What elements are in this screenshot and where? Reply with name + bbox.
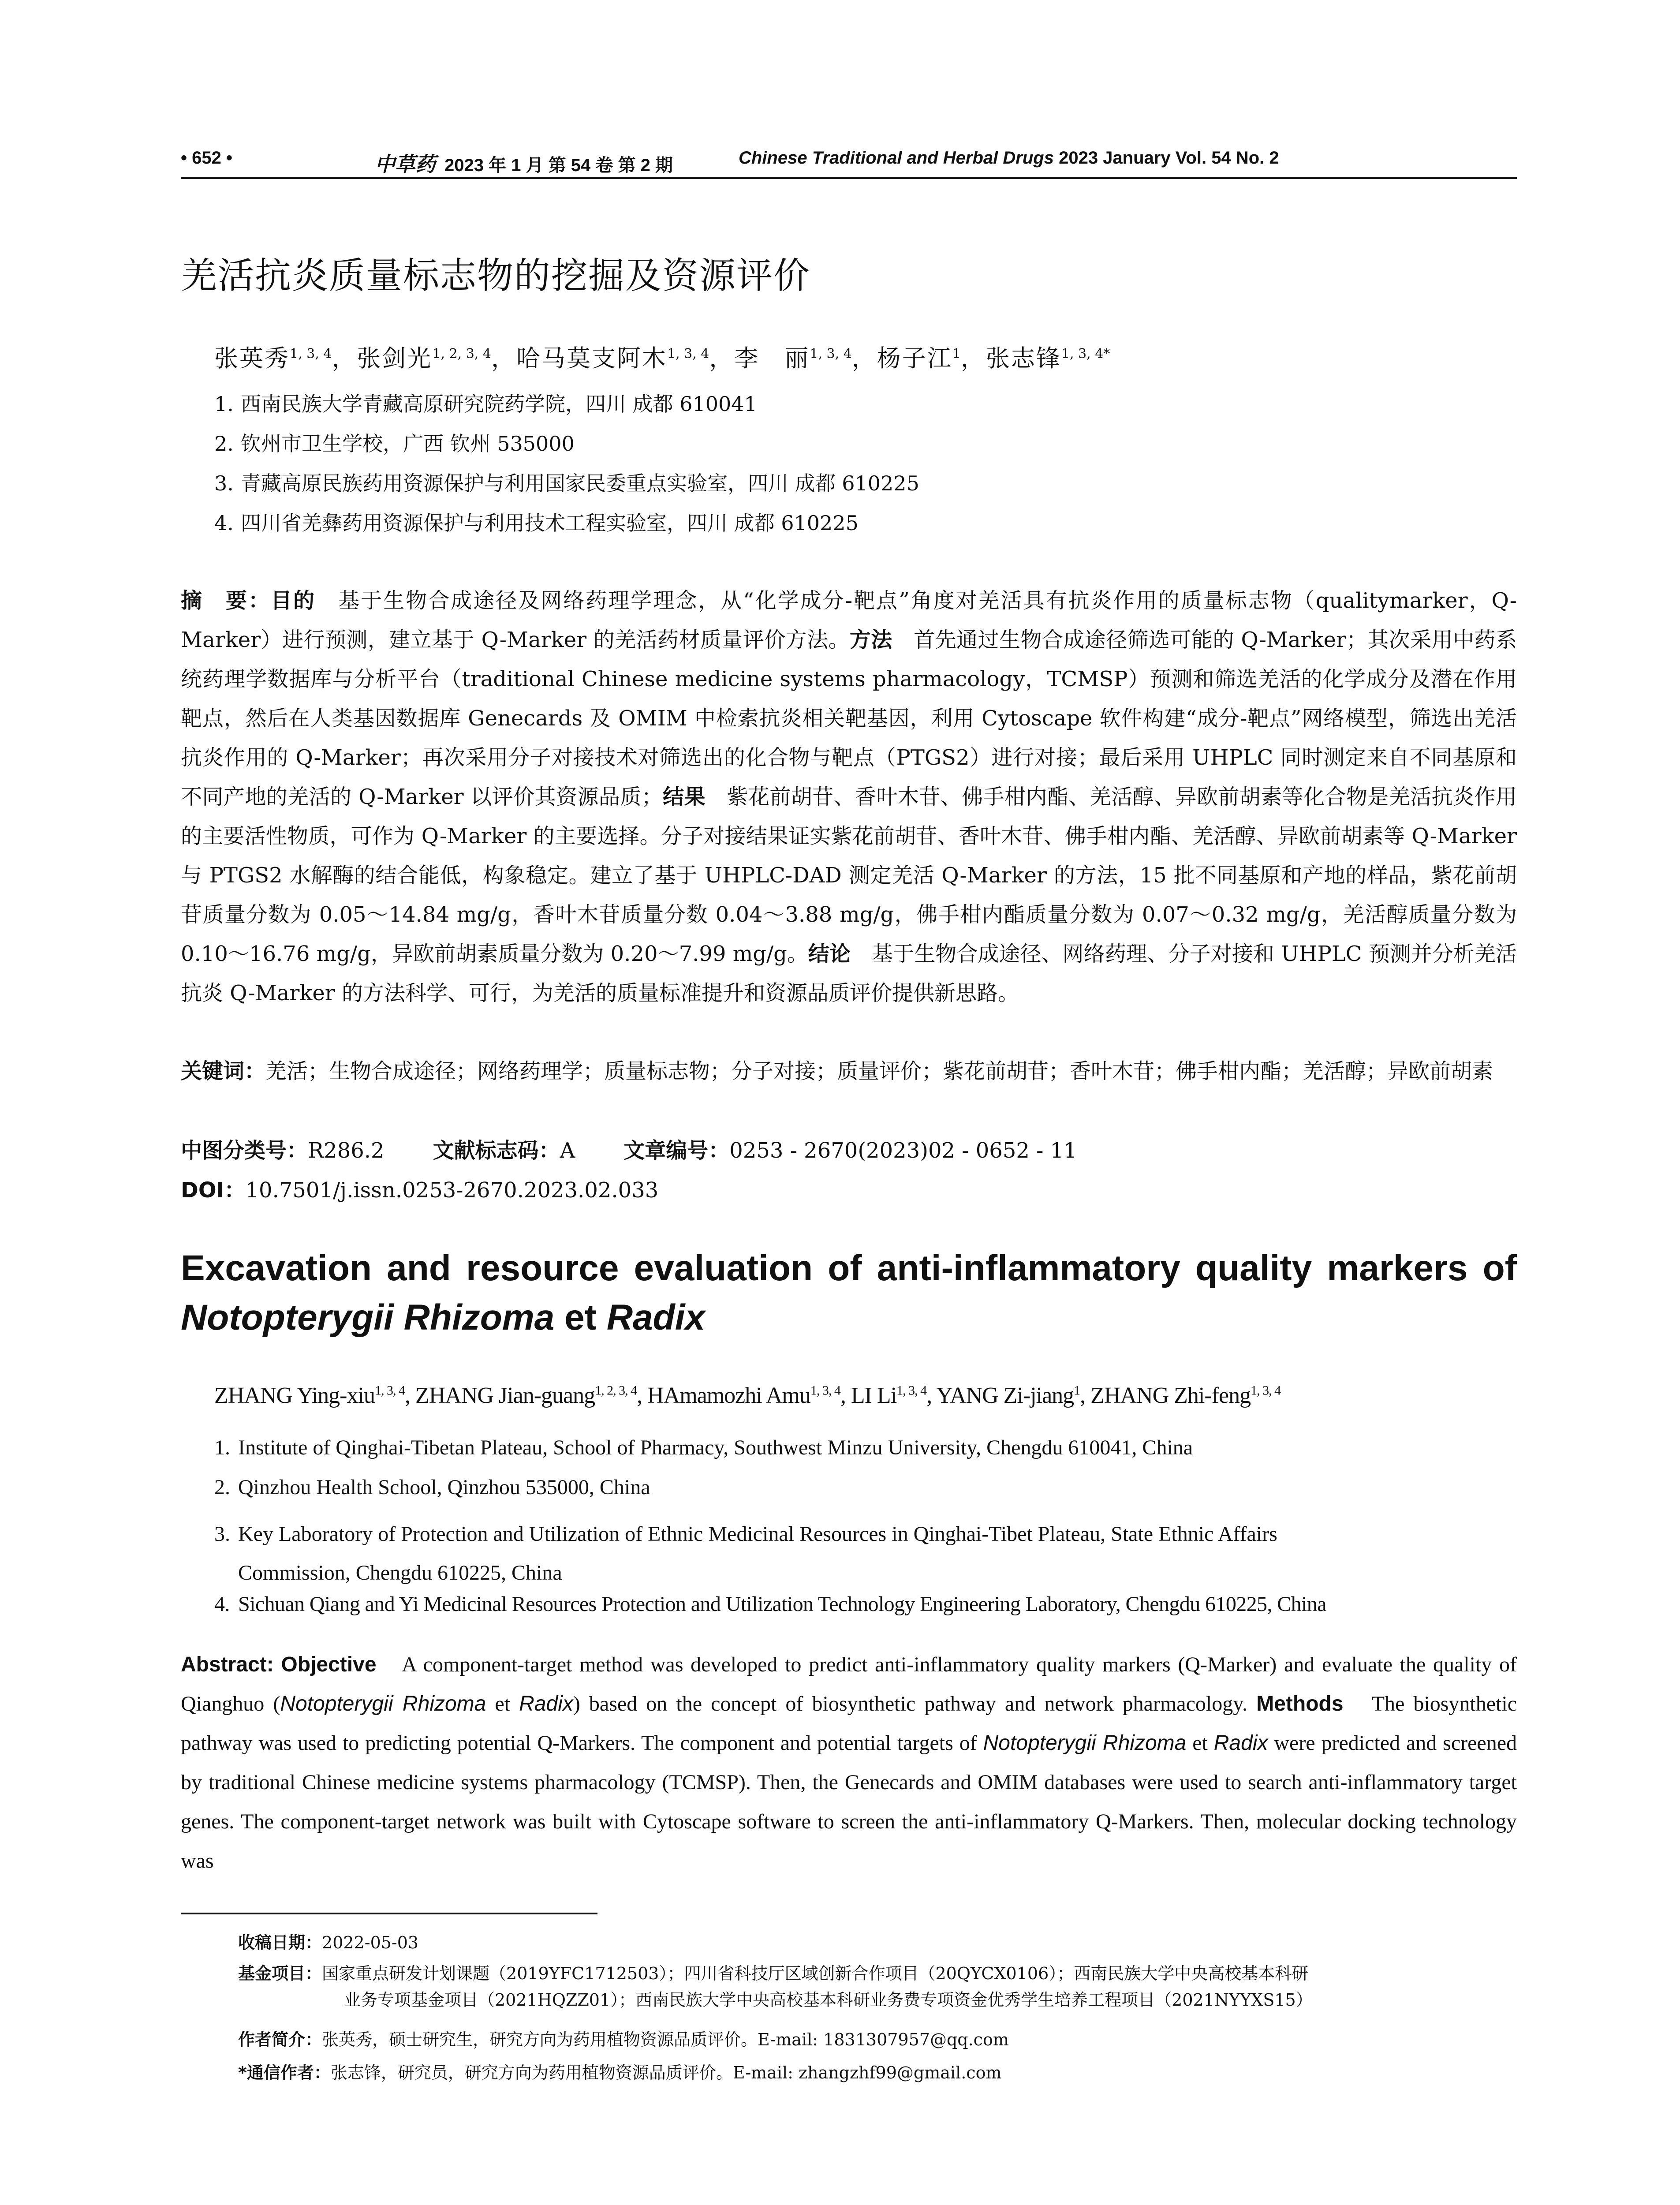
- results-label: 结果: [662, 785, 706, 809]
- authors-en: ZHANG Ying-xiu$^{1, 3, 4}$, ZHANG Jian-guang$^{1, 2, 3, 4}$, HAmamozhi Amu$^{1, 3, 4}$, LI Li$^{1, 3, 4}$, YANG Zi-jiang$^1$, ZHANG Zhi-feng$^{1, 3, 4}$: [214, 1383, 1281, 1408]
- doi-link[interactable]: 10.7501/j.issn.0253-2670.2023.02.033: [245, 1178, 659, 1203]
- keywords-cn: 关键词：羌活；生物合成途径；网络药理学；质量标志物；分子对接；质量评价；紫花前胡苷；香叶木苷；佛手柑内酯；羌活醇；异欧前胡素: [181, 1059, 1493, 1084]
- affiliation-cn: 4. 四川省羌彝药用资源保护与利用技术工程实验室，四川 成都 610225: [214, 511, 859, 535]
- author-en: ZHANG Zhi-feng: [1090, 1383, 1251, 1408]
- affiliation-en: 3. Key Laboratory of Protection and Utilization of Ethnic Medicinal Resources in Qinghai-Tibet Plateau, State Ethnic Affairs Commission, Chengdu 610225, China: [214, 1522, 1277, 1585]
- author-en: LI Li: [851, 1383, 897, 1408]
- conclusion-label: 结论: [808, 942, 851, 966]
- author-en: ZHANG Ying-xiu: [214, 1383, 375, 1408]
- en-journal-name: Chinese Traditional and Herbal Drugs: [739, 148, 1054, 168]
- author-cn: 哈马莫支阿木: [516, 344, 667, 372]
- abstract-en-label: Abstract:: [181, 1653, 274, 1676]
- journal-cn-header: [375, 148, 673, 177]
- author-en: YANG Zi-jiang: [936, 1383, 1074, 1408]
- author-cn: 张剑光: [357, 344, 433, 372]
- author-en: ZHANG Jian-guang: [415, 1383, 595, 1408]
- author-cn: 李 丽: [734, 344, 810, 372]
- affiliation-en: 4. Sichuan Qiang and Yi Medicinal Resources Protection and Utilization Technology Engineering Laboratory, Chengdu 610225, China: [214, 1592, 1326, 1616]
- title-cn: 羌活抗炎质量标志物的挖掘及资源评价: [181, 255, 811, 297]
- journal-en-header: [739, 148, 1279, 168]
- keywords-label: 关键词：: [181, 1059, 266, 1084]
- en-issue: 2023 January Vol. 54 No. 2: [1053, 148, 1279, 168]
- footnote-rule: [181, 1913, 597, 1914]
- footnote-received: 收稿日期：2022-05-03: [238, 1933, 419, 1952]
- objective-label: 目的: [271, 588, 316, 613]
- author-cn: 杨子江: [877, 344, 952, 372]
- classification-line: 中图分类号：R286.2 文献标志码：A 文章编号：0253 - 2670(2023)02 - 0652 - 11: [181, 1138, 1077, 1163]
- affiliation-en: 1. Institute of Qinghai-Tibetan Plateau, School of Pharmacy, Southwest Minzu University, Chengdu 610041, China: [214, 1436, 1193, 1459]
- abstract-en: Abstract: Objective A component-target method was developed to predict anti-inflammatory quality markers (Q-Marker) and evaluate the quality of Qianghuo (Notopterygii Rhizoma et Radix) based on the concept of biosynthetic pathway and network pharmacology. Methods The biosynthetic pathway was used to predicting potential Q-Markers. The component and potential targets of Notopterygii Rhizoma et Radix were predicted and screened by traditional Chinese medicine systems pharmacology (TCMSP). Then, the Genecards and OMIM databases were used to search anti-inflammatory target genes. The component-target network was built with Cytoscape software to screen the anti-inflammatory Q-Markers. Then, molecular docking technology was: [181, 1653, 1517, 1872]
- affiliation-cn: 2. 钦州市卫生学校，广西 钦州 535000: [214, 432, 575, 456]
- methods-label: 方法: [849, 628, 892, 652]
- affiliation-cn: 3. 青藏高原民族药用资源保护与利用国家民委重点实验室，四川 成都 610225: [214, 471, 919, 495]
- affiliation-en: 2. Qinzhou Health School, Qinzhou 535000, China: [214, 1476, 650, 1499]
- author-cn: 张英秀: [214, 344, 290, 372]
- author-en: HAmamozhi Amu: [647, 1383, 810, 1408]
- footnote-corresponding: *通信作者：张志锋，研究员，研究方向为药用植物资源品质评价。E-mail: zhangzhf99@gmail.com: [238, 2063, 1002, 2082]
- title-en: Excavation and resource evaluation of anti-inflammatory quality markers of Notopterygii Rhizoma et Radix: [181, 1248, 1517, 1338]
- abstract-label: 摘 要：: [181, 588, 271, 613]
- doi-line: DOI：10.7501/j.issn.0253-2670.2023.02.033: [181, 1178, 659, 1203]
- footnote-funding: 基金项目：国家重点研发计划课题（2019YFC1712503）；四川省科技厅区域创新合作项目（20QYCX0106）；西南民族大学中央高校基本科研 业务专项基金项目（2021HQZZ01）；西南民族大学中央高校基本科研业务费专项资金优秀学生培养工程项目（2021NYYXS15）: [238, 1964, 1313, 2010]
- authors-cn: 张英秀$^{1, 3, 4}$，张剑光$^{1, 2, 3, 4}$，哈马莫支阿木$^{1, 3, 4}$，李 丽$^{1, 3, 4}$，杨子江$^1$，张志锋$^{1, 3, 4*}$: [214, 344, 1110, 372]
- header-rule: [181, 177, 1517, 179]
- journal-logo: 中草药: [375, 152, 436, 176]
- page-number: • 652 •: [181, 148, 232, 168]
- author-cn: 张志锋: [986, 344, 1061, 372]
- running-header: [181, 144, 1504, 179]
- cn-issue: 2023 年 1 月 第 54 卷 第 2 期: [444, 156, 673, 175]
- affiliation-cn: 1. 西南民族大学青藏高原研究院药学院，四川 成都 610041: [214, 392, 757, 416]
- footnote-author-bio: 作者简介：张英秀，硕士研究生，研究方向为药用植物资源品质评价。E-mail: 1831307957@qq.com: [238, 2030, 1009, 2049]
- abstract-cn: 摘 要：目的 基于生物合成途径及网络药理学理念，从“化学成分-靶点”角度对羌活具有抗炎作用的质量标志物（qualitymarker，Q-Marker）进行预测，建立基于 Q-Marker 的羌活药材质量评价方法。方法 首先通过生物合成途径筛选可能的 Q-Marker；其次采用中药系统药理学数据库与分析平台（traditional Chinese medicine systems pharmacology，TCMSP）预测和筛选羌活的化学成分及潜在作用靶点，然后在人类基因数据库 Genecards 及 OMIM 中检索抗炎相关靶基因，利用 Cytoscape 软件构建“成分-靶点”网络模型，筛选出羌活抗炎作用的 Q-Marker；再次采用分子对接技术对筛选出的化合物与靶点（PTGS2）进行对接；最后采用 UHPLC 同时测定来自不同基原和不同产地的羌活的 Q-Marker 以评价其资源品质；结果 紫花前胡苷、香叶木苷、佛手柑内酯、羌活醇、异欧前胡素等化合物是羌活抗炎作用的主要活性物质，可作为 Q-Marker 的主要选择。分子对接结果证实紫花前胡苷、香叶木苷、佛手柑内酯、羌活醇、异欧前胡素等 Q-Marker 与 PTGS2 水解酶的结合能低，构象稳定。建立了基于 UHPLC-DAD 测定羌活 Q-Marker 的方法，15 批不同基原和产地的样品，紫花前胡苷质量分数为 0.05～14.84 mg/g，香叶木苷质量分数 0.04～3.88 mg/g，佛手柑内酯质量分数为 0.07～0.32 mg/g，羌活醇质量分数为 0.10～16.76 mg/g，异欧前胡素质量分数为 0.20～7.99 mg/g。结论 基于生物合成途径、网络药理、分子对接和 UHPLC 预测并分析羌活抗炎 Q-Marker 的方法科学、可行，为羌活的质量标准提升和资源品质评价提供新思路。: [181, 588, 1517, 1005]
